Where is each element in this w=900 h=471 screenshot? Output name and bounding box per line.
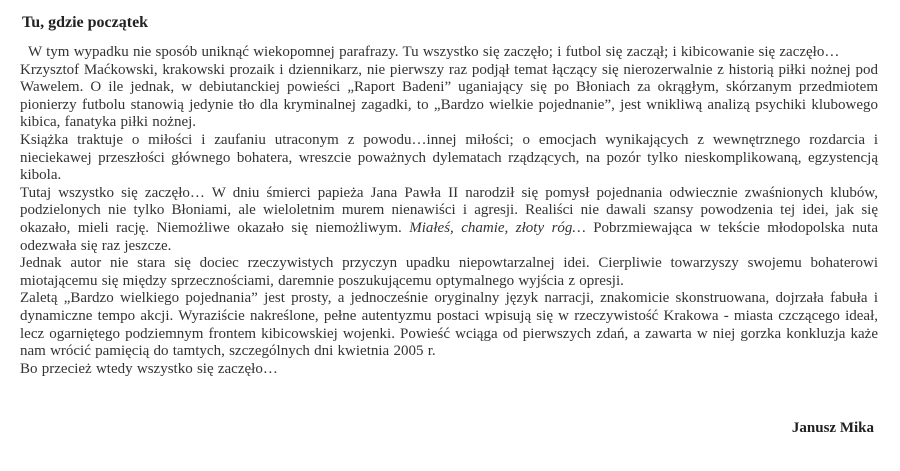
paragraph-reconciliation: [20, 185, 878, 255]
literary-quote: Miałeś, chamie, złoty róg…: [409, 219, 586, 236]
paragraph-author-context: Krzysztof Maćkowski, krakowski prozaik i dziennikarz, nie pierwszy raz podjął temat łączący się nierozerwalnie z historią piłki nożnej pod Wawelem. O ile jednak, w debiutanckiej powieści „Raport Badeni” uganiający się po Błoniach za okrągłym, skórzanym przedmiotem pionierzy futbolu stanowią jedynie tło dla kryminalnej zagadki, to „Bardzo wielkie pojednanie”, jest wnikliwą analizą psychiki klubowego kibica, fanatyka piłki nożnej.: [20, 61, 878, 131]
author-signature: Janusz Mika: [791, 420, 874, 437]
paragraph-text-after-quote: Pobrzmiewająca w tekście młodopolska nuta odezwała się raz jeszcze.: [20, 219, 878, 254]
paragraph-intro: W tym wypadku nie sposób uniknąć wiekopomnej parafrazy. Tu wszystko się zaczęło; i futbol się zaczął; i kibicowanie się zaczęło…: [28, 44, 840, 60]
paragraph-author-approach: Jednak autor nie stara się dociec rzeczywistych przyczyn upadku niepowtarzalnej idei. Cierpliwie towarzyszy swojemu bohaterowi miotającemu się między sprzecznościami, daremnie poszukującemu optymalnego wyjścia z opresji.: [20, 255, 878, 289]
paragraph-assessment: Zaletą „Bardzo wielkiego pojednania” jest prosty, a jednocześnie oryginalny język narracji, znakomicie skonstruowana, dojrzała fabuła i dynamiczne tempo akcji. Wyraziście nakreślone, pełne autentyzmu postaci wpisują się w rzeczywistość Krakowa - miasta czczącego ideał, lecz ogarniętego podziemnym frontem kibicowskiej wojenki. Powieść wciąga od pierwszych zdań, a zawarta w niej gorzka konkluzja każe nam wrócić pamięcią do tamtych, szczególnych dni kwietnia 2005 r.: [20, 290, 878, 360]
paragraph-text-before-quote: Tutaj wszystko się zaczęło… W dniu śmierci papieża Jana Pawła II narodził się pomysł pojednania odwiecznie zwaśnionych klubów, podzielonych nie tylko Błoniami, ale wieloletnim murem nienawiści i agresji. Realiści nie dawali szansy powodzenia tej idei, jak się okazało, mieli rację. Niemożliwe okazało się niemożliwym.: [20, 184, 878, 236]
paragraph-book-themes: Książka traktuje o miłości i zaufaniu utraconym z powodu…innej miłości; o emocjach wynikających z wewnętrznego rozdarcia i nieciekawej przeszłości głównego bohatera, wreszcie poważnych dylematach rządzących, na pozór tylko nieskomplikowaną, egzystencją kibola.: [20, 131, 878, 184]
paragraph-closing: Bo przecież wtedy wszystko się zaczęło…: [20, 360, 278, 377]
page-title: Tu, gdzie początek: [22, 14, 149, 31]
